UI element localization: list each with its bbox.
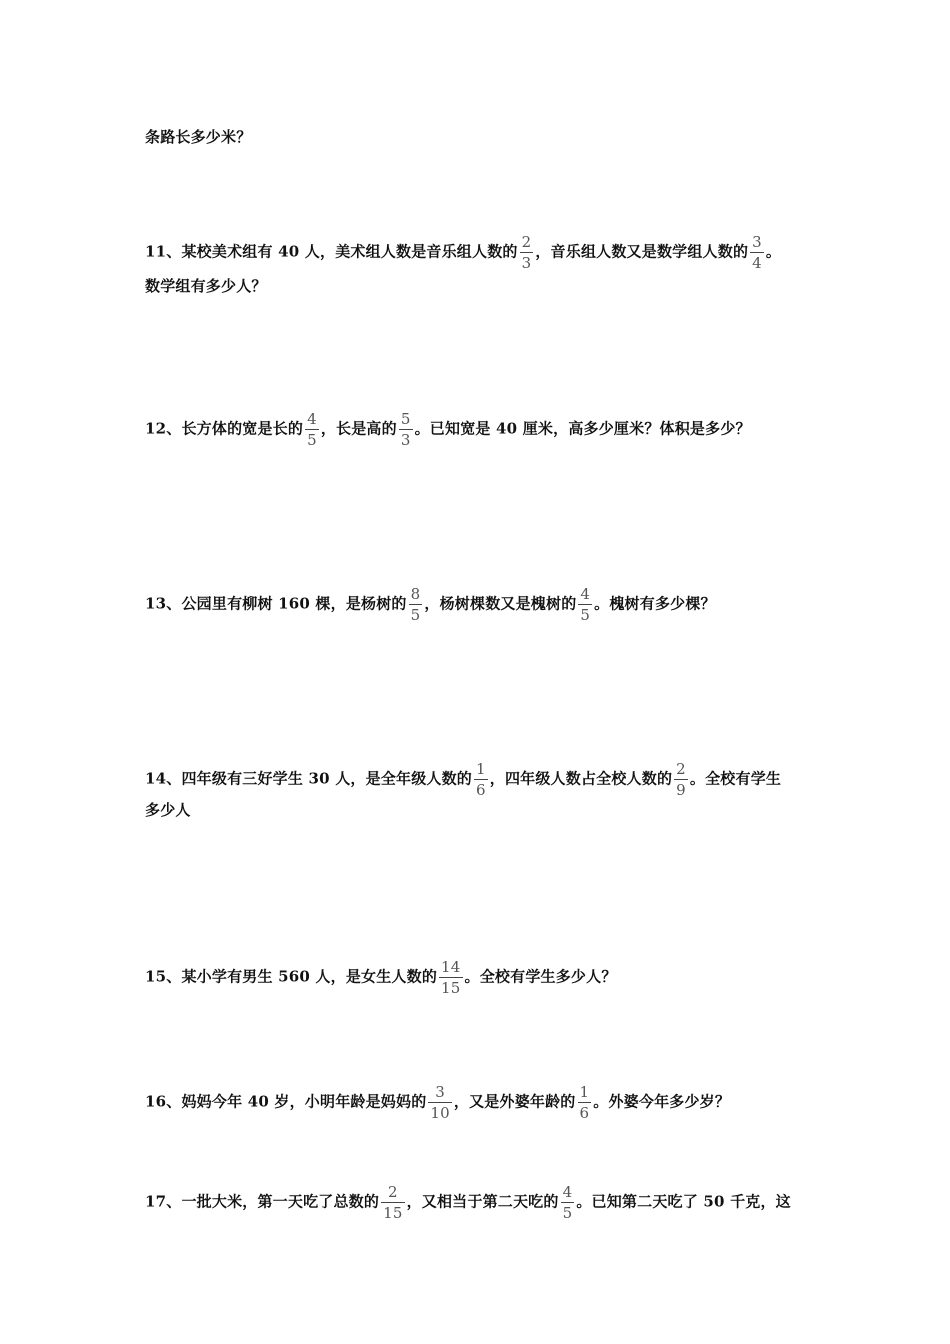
fraction bbox=[381, 1183, 405, 1222]
fraction-numerator: 8 bbox=[410, 585, 421, 603]
problem-14 bbox=[145, 760, 781, 799]
fraction-numerator: 4 bbox=[562, 1183, 573, 1201]
fraction-numerator: 14 bbox=[441, 958, 461, 976]
text-segment: 。 bbox=[765, 242, 782, 261]
fraction bbox=[305, 410, 319, 449]
text-segment: 12、长方体的宽是长的 bbox=[145, 419, 304, 438]
fraction-denominator: 3 bbox=[521, 254, 532, 272]
problem-16 bbox=[145, 1083, 730, 1122]
fraction bbox=[561, 1183, 575, 1222]
fraction-denominator: 5 bbox=[562, 1204, 573, 1222]
fraction-denominator: 10 bbox=[430, 1104, 450, 1122]
fraction-bar bbox=[439, 977, 463, 978]
fraction-bar bbox=[399, 429, 413, 430]
fraction-numerator: 4 bbox=[580, 585, 591, 603]
text-segment: 13、公园里有柳树 160 棵，是杨树的 bbox=[145, 594, 407, 613]
fraction-denominator: 5 bbox=[580, 606, 591, 624]
fraction-bar bbox=[428, 1102, 452, 1103]
text-segment: 14、四年级有三好学生 30 人，是全年级人数的 bbox=[145, 769, 472, 788]
text-segment: ，又相当于第二天吃的 bbox=[406, 1192, 559, 1211]
fraction-denominator: 15 bbox=[383, 1204, 403, 1222]
fraction-denominator: 9 bbox=[676, 781, 686, 799]
problem-11-continuation bbox=[145, 276, 267, 296]
fraction-bar bbox=[578, 604, 592, 605]
fraction-bar bbox=[474, 779, 488, 780]
fraction bbox=[674, 760, 688, 799]
text-segment: 16、妈妈今年 40 岁，小明年龄是妈妈的 bbox=[145, 1092, 427, 1111]
text-segment: ，音乐组人数又是数学组人数的 bbox=[535, 242, 749, 261]
fraction-numerator: 5 bbox=[400, 410, 411, 428]
problem-15 bbox=[145, 958, 617, 997]
fraction-bar bbox=[409, 604, 423, 605]
fraction-numerator: 2 bbox=[521, 233, 532, 251]
fraction bbox=[520, 233, 534, 272]
text-segment: 。全校有学生多少人？ bbox=[464, 967, 617, 986]
fraction-bar bbox=[750, 252, 764, 253]
text-segment: 数学组有多少人？ bbox=[145, 277, 267, 295]
fraction-bar bbox=[578, 1102, 592, 1103]
fraction-bar bbox=[674, 779, 688, 780]
text-segment: 。已知宽是 40 厘米，高多少厘米？体积是多少？ bbox=[414, 419, 751, 438]
text-segment: 条路长多少米？ bbox=[145, 128, 252, 146]
fraction-numerator: 3 bbox=[752, 233, 762, 251]
problem-17 bbox=[145, 1183, 791, 1222]
fraction-denominator: 4 bbox=[752, 254, 762, 272]
fraction-numerator: 3 bbox=[435, 1083, 446, 1101]
fraction bbox=[750, 233, 764, 272]
fraction-denominator: 5 bbox=[307, 431, 317, 449]
fraction-bar bbox=[305, 429, 319, 430]
fraction-denominator: 15 bbox=[441, 979, 461, 997]
problem-13 bbox=[145, 585, 716, 624]
fraction bbox=[578, 1083, 592, 1122]
text-line-continuation bbox=[145, 127, 251, 147]
text-segment: 。已知第二天吃了 50 千克，这 bbox=[576, 1192, 791, 1211]
fraction-numerator: 1 bbox=[476, 760, 486, 778]
text-segment: 11、某校美术组有 40 人，美术组人数是音乐组人数的 bbox=[145, 242, 518, 261]
text-segment: 17、一批大米，第一天吃了总数的 bbox=[145, 1192, 380, 1211]
problem-12 bbox=[145, 410, 751, 449]
fraction-bar bbox=[520, 252, 534, 253]
text-segment: ，杨树棵数又是槐树的 bbox=[424, 594, 577, 613]
fraction-denominator: 3 bbox=[400, 431, 411, 449]
fraction-denominator: 5 bbox=[410, 606, 421, 624]
fraction-denominator: 6 bbox=[579, 1104, 590, 1122]
fraction bbox=[474, 760, 488, 799]
problem-14-continuation bbox=[145, 800, 191, 820]
text-segment: ，长是高的 bbox=[320, 419, 397, 438]
text-segment: 。槐树有多少棵？ bbox=[594, 594, 716, 613]
fraction-numerator: 4 bbox=[307, 410, 317, 428]
fraction bbox=[439, 958, 463, 997]
fraction-numerator: 1 bbox=[579, 1083, 590, 1101]
fraction bbox=[578, 585, 592, 624]
fraction bbox=[428, 1083, 452, 1122]
problem-11 bbox=[145, 233, 781, 272]
fraction-bar bbox=[381, 1202, 405, 1203]
text-segment: 。外婆今年多少岁？ bbox=[593, 1092, 731, 1111]
text-segment: ，又是外婆年龄的 bbox=[453, 1092, 576, 1111]
fraction-denominator: 6 bbox=[476, 781, 486, 799]
fraction-numerator: 2 bbox=[387, 1183, 398, 1201]
fraction bbox=[409, 585, 423, 624]
fraction-numerator: 2 bbox=[676, 760, 686, 778]
text-segment: 。全校有学生 bbox=[689, 769, 782, 788]
text-segment: ，四年级人数占全校人数的 bbox=[489, 769, 673, 788]
fraction-bar bbox=[561, 1202, 575, 1203]
text-segment: 多少人 bbox=[145, 801, 191, 819]
text-segment: 15、某小学有男生 560 人，是女生人数的 bbox=[145, 967, 438, 986]
fraction bbox=[399, 410, 413, 449]
